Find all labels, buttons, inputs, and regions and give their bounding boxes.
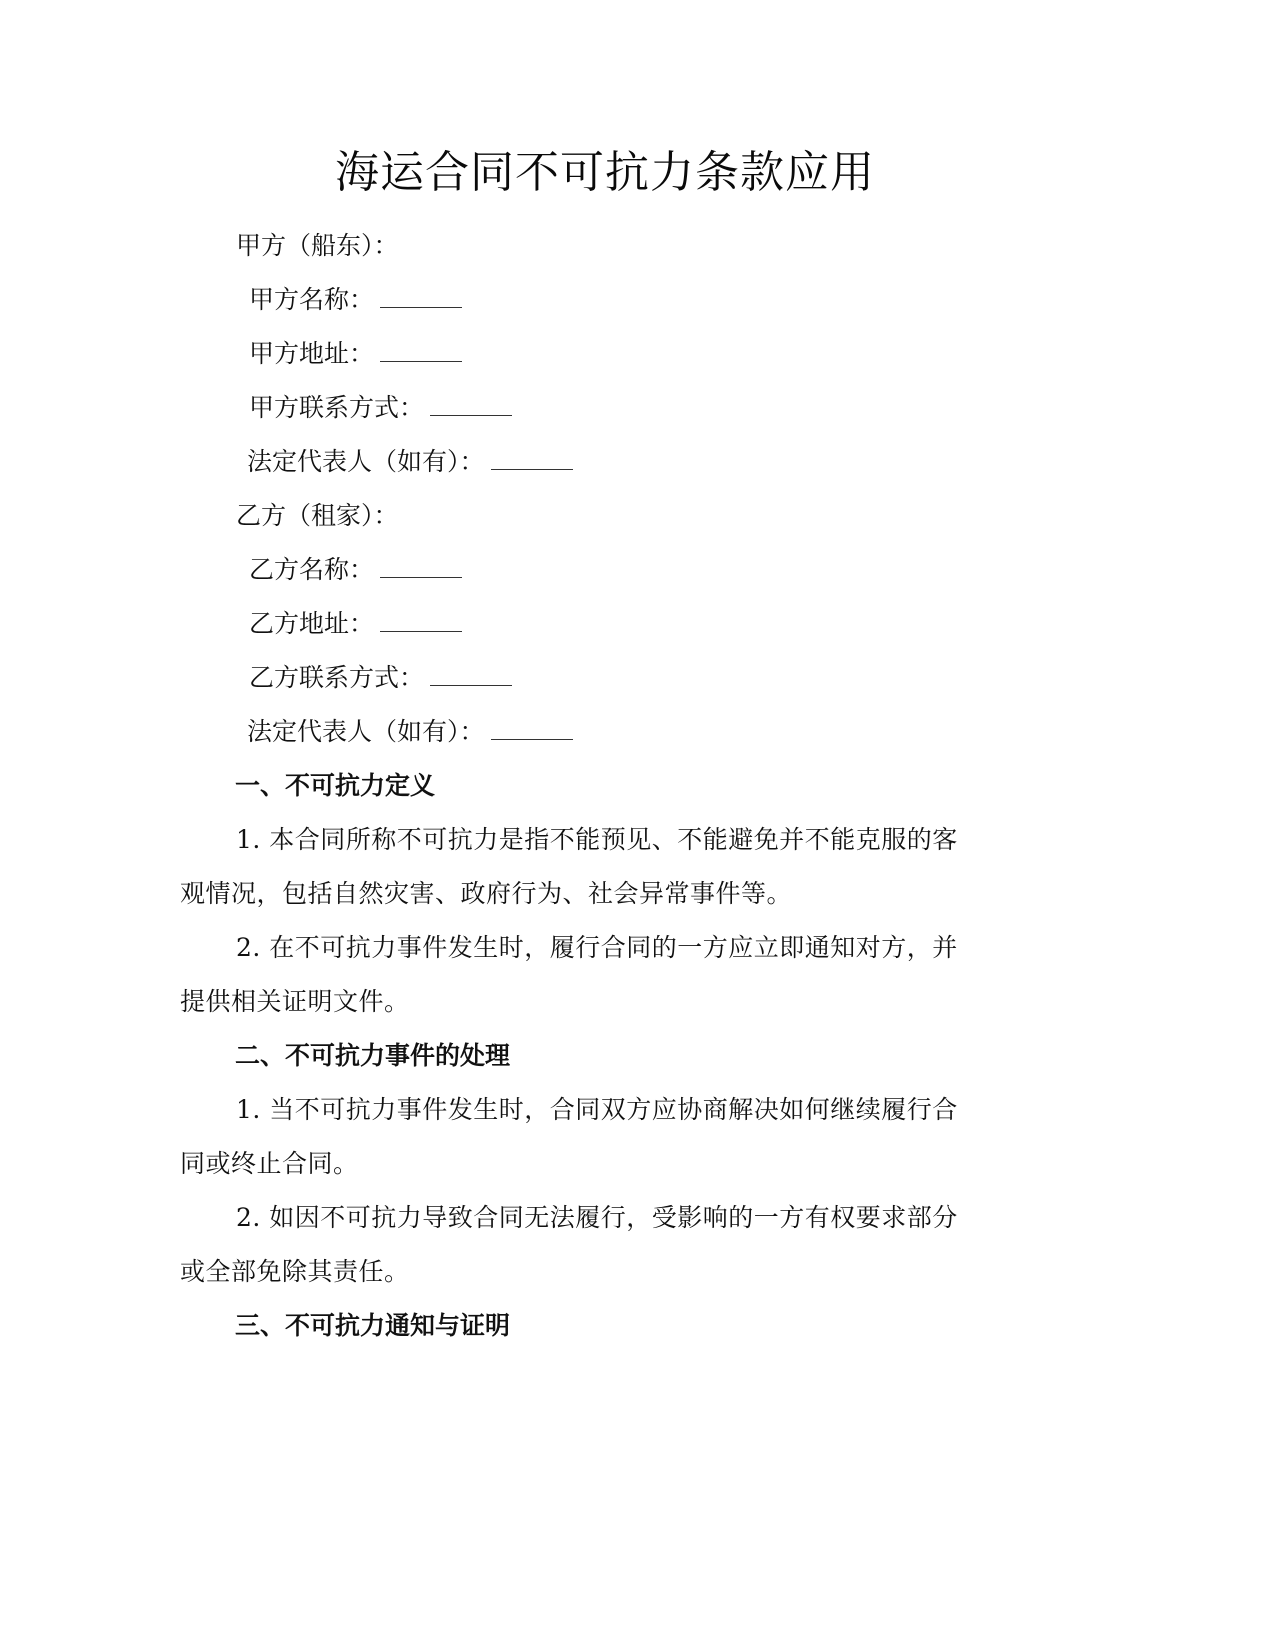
party-b-name-blank[interactable] bbox=[380, 555, 462, 578]
party-b-name-label: 乙方名称： bbox=[249, 555, 375, 584]
party-a-name-blank[interactable] bbox=[380, 285, 462, 308]
party-a-contact-label: 甲方联系方式： bbox=[249, 393, 425, 422]
section-1-clause-1-line-2: 观情况，包括自然灾害、政府行为、社会异常事件等。 bbox=[180, 879, 793, 908]
section-2-heading: 二、不可抗力事件的处理 bbox=[235, 1041, 511, 1070]
party-a-name-field bbox=[249, 283, 462, 317]
section-1-heading: 一、不可抗力定义 bbox=[235, 771, 436, 800]
party-b-address-label: 乙方地址： bbox=[249, 609, 375, 638]
party-a-address-label: 甲方地址： bbox=[249, 339, 375, 368]
section-1-clause-2-line-2: 提供相关证明文件。 bbox=[180, 987, 410, 1016]
document-title: 海运合同不可抗力条款应用 bbox=[335, 147, 875, 198]
party-b-representative-field bbox=[247, 715, 573, 749]
party-a-address-field bbox=[249, 337, 462, 371]
party-b-representative-label: 法定代表人（如有）： bbox=[247, 717, 485, 746]
party-a-contact-blank[interactable] bbox=[430, 393, 512, 416]
party-a-representative-field bbox=[247, 445, 573, 479]
party-a-name-label: 甲方名称： bbox=[249, 285, 375, 314]
party-a-header: 甲方（船东）： bbox=[236, 231, 399, 260]
party-b-contact-label: 乙方联系方式： bbox=[249, 663, 425, 692]
section-1-clause-2-line-1: 2. 在不可抗力事件发生时，履行合同的一方应立即通知对方，并 bbox=[236, 933, 958, 962]
party-a-representative-label: 法定代表人（如有）： bbox=[247, 447, 485, 476]
party-b-contact-field bbox=[249, 661, 512, 695]
party-b-contact-blank[interactable] bbox=[430, 663, 512, 686]
section-2-clause-2-line-1: 2. 如因不可抗力导致合同无法履行，受影响的一方有权要求部分 bbox=[236, 1203, 958, 1232]
section-1-clause-1-line-1: 1. 本合同所称不可抗力是指不能预见、不能避免并不能克服的客 bbox=[236, 825, 958, 854]
party-a-representative-blank[interactable] bbox=[491, 447, 573, 470]
party-b-name-field bbox=[249, 553, 462, 587]
section-2-clause-1-line-1: 1. 当不可抗力事件发生时，合同双方应协商解决如何继续履行合 bbox=[236, 1095, 958, 1124]
party-b-representative-blank[interactable] bbox=[491, 717, 573, 740]
party-a-address-blank[interactable] bbox=[380, 339, 462, 362]
party-b-address-field bbox=[249, 607, 462, 641]
party-b-address-blank[interactable] bbox=[380, 609, 462, 632]
section-2-clause-2-line-2: 或全部免除其责任。 bbox=[180, 1257, 410, 1286]
section-2-clause-1-line-2: 同或终止合同。 bbox=[180, 1149, 359, 1178]
party-a-contact-field bbox=[249, 391, 512, 425]
section-3-heading: 三、不可抗力通知与证明 bbox=[235, 1311, 511, 1340]
party-b-header: 乙方（租家）： bbox=[236, 501, 399, 530]
